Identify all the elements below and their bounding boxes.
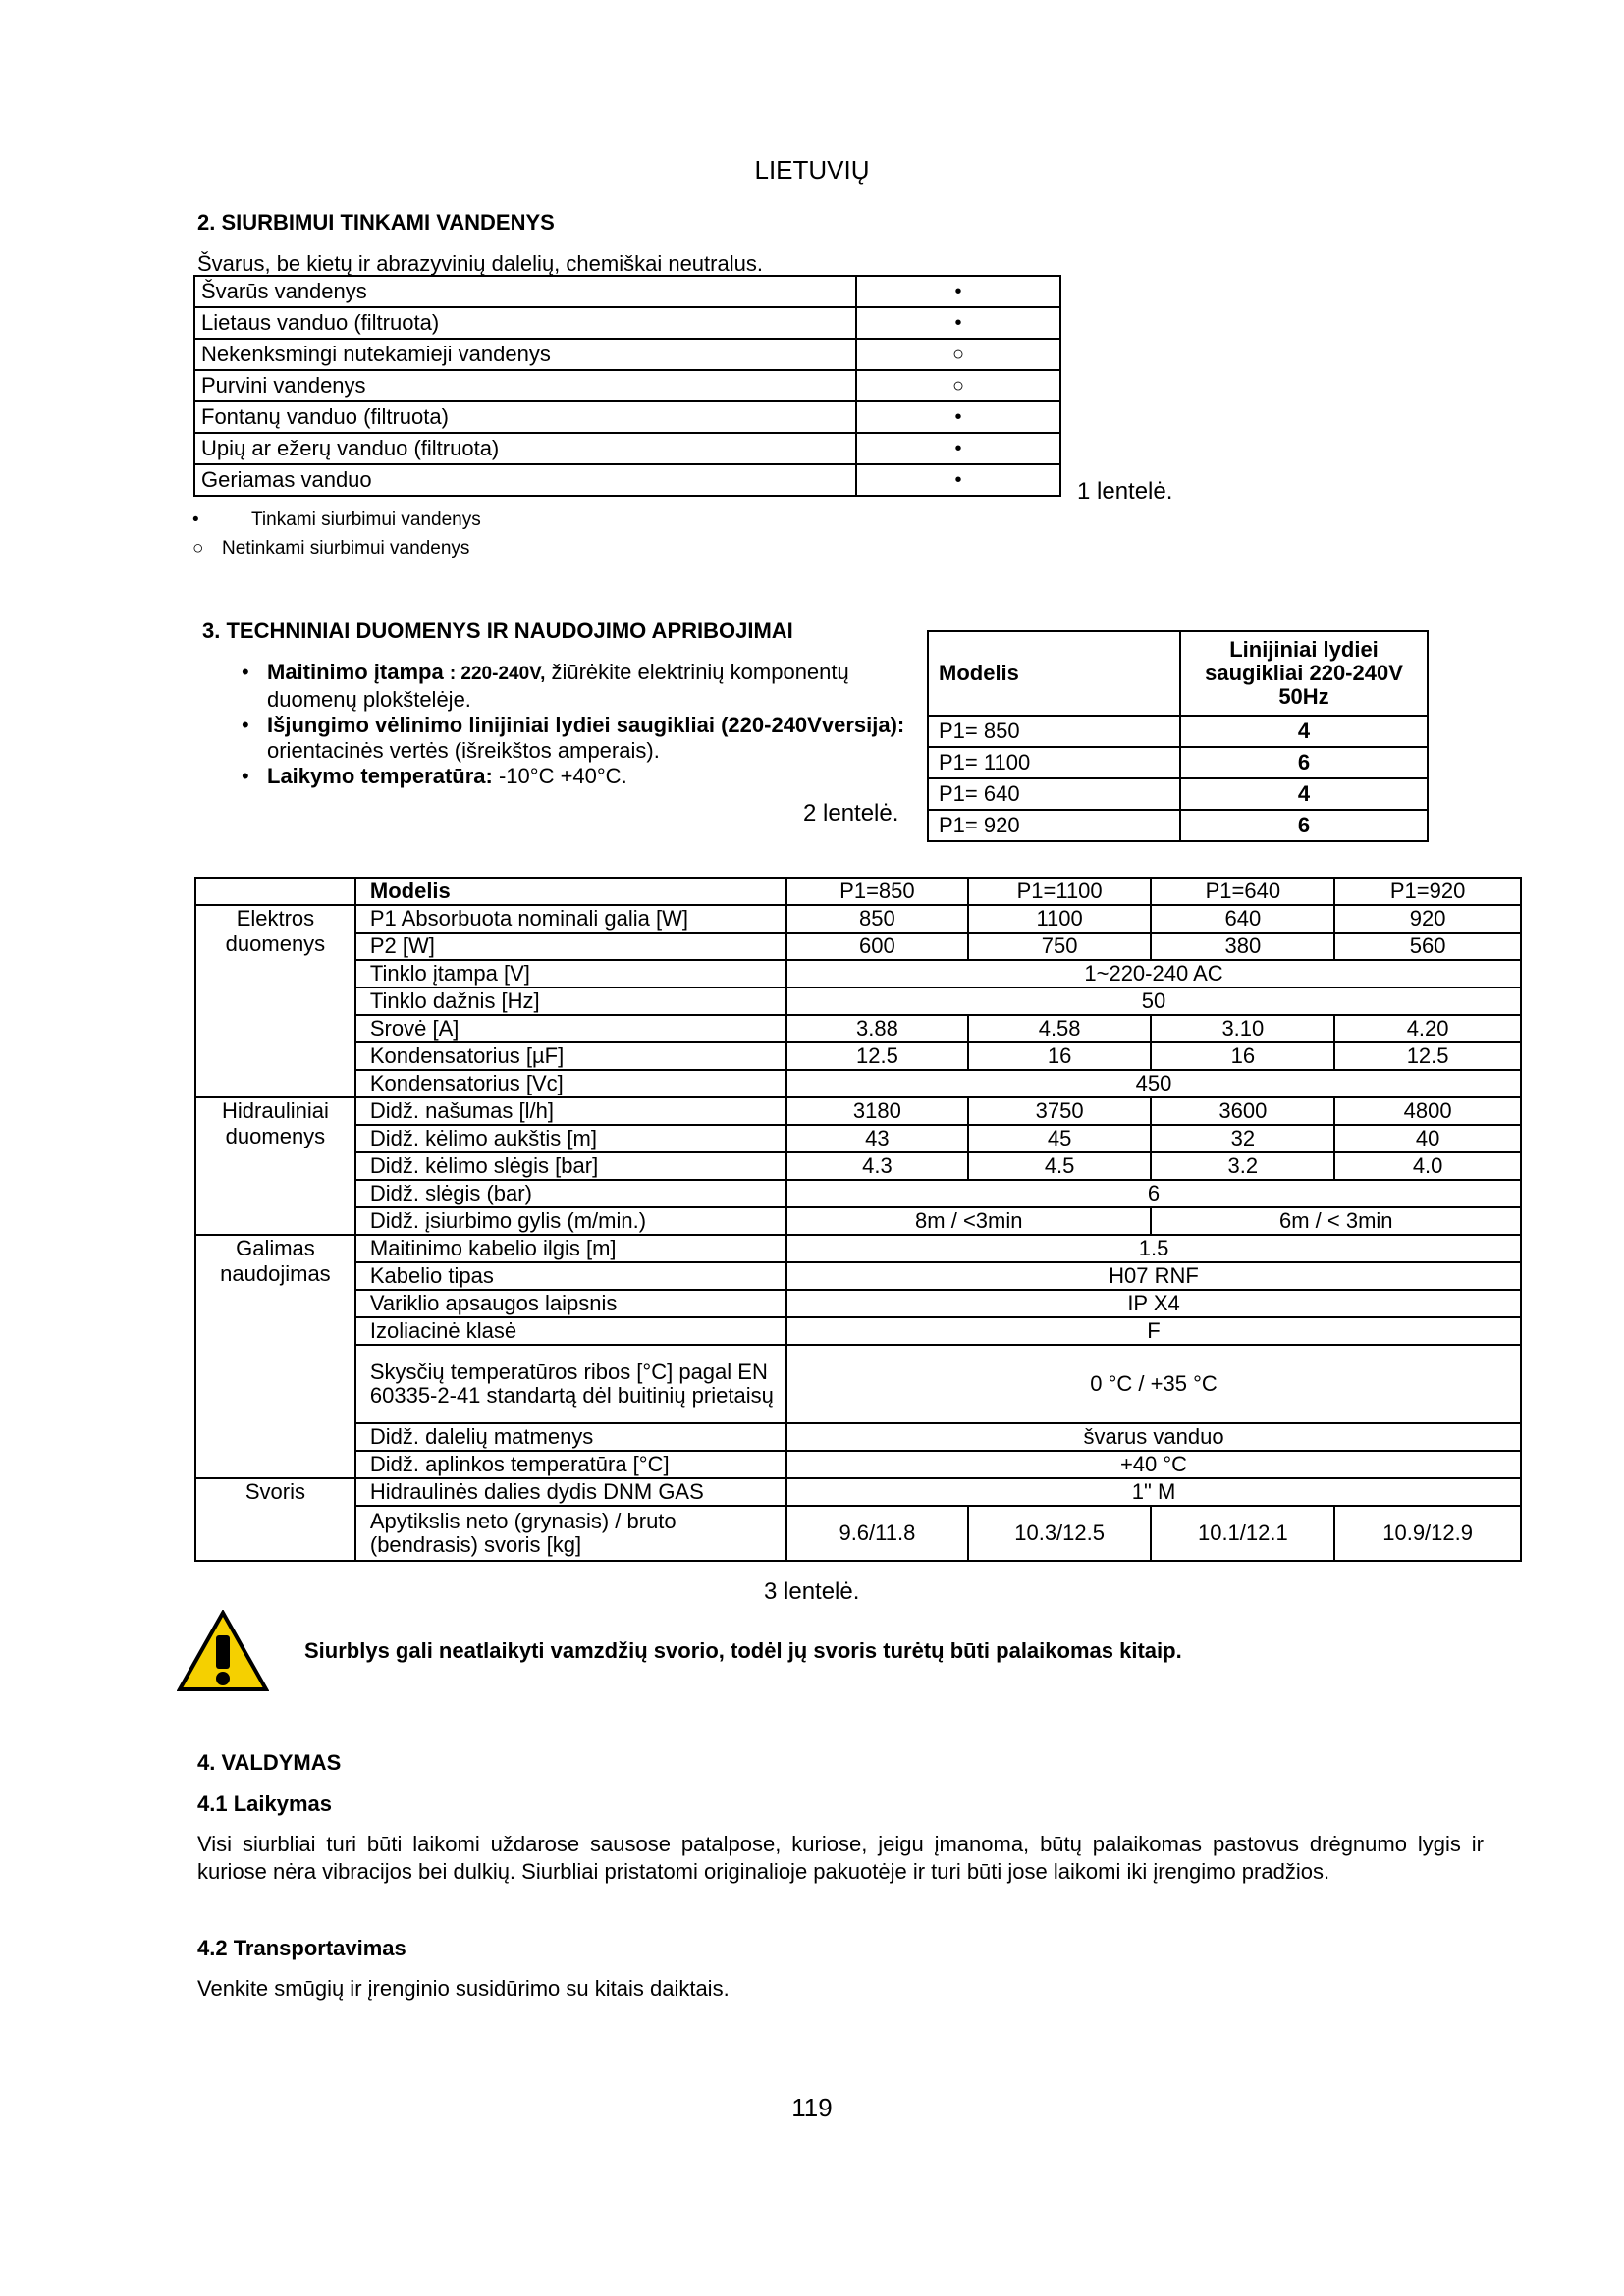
header-model-variant: P1=640	[1151, 878, 1334, 905]
fuse-model: P1= 920	[928, 810, 1180, 841]
section-4-1-text: Visi siurbliai turi būti laikomi uždarose sausose patalpose, kuriose, jeigu įmanoma, būtų palaikomas pastovus drėgnumo lygis ir kuriose nėra vibracijos bei dulkių. Siurbliai pristatomi originalioje pakuotėje ir turi būti jose laikomi iki įrengimo pradžios.	[197, 1832, 1484, 1884]
bullet-storage-text: -10°C +40°C.	[492, 764, 627, 788]
row-value: 4.20	[1334, 1015, 1521, 1042]
suitability-mark-icon: ○	[856, 370, 1060, 401]
bullet-dot-icon: •	[242, 713, 249, 737]
row-value: H07 RNF	[786, 1262, 1521, 1290]
row-value: 12.5	[786, 1042, 968, 1070]
technical-data-table	[194, 877, 1522, 1562]
section-3-title: 3. TECHNINIAI DUOMENYS IR NAUDOJIMO APRIBOJIMAI	[202, 618, 793, 643]
section-4-title: 4. VALDYMAS	[197, 1750, 342, 1775]
fuse-model: P1= 1100	[928, 747, 1180, 778]
section-2-title: 2. SIURBIMUI TINKAMI VANDENYS	[197, 210, 555, 235]
section-4-1-title: 4.1 Laikymas	[197, 1791, 332, 1816]
warning-text: Siurblys gali neatlaikyti vamzdžių svorio, todėl jų svoris turėtų būti palaikomas kitaip.	[304, 1638, 1182, 1663]
fuse-table	[927, 630, 1429, 842]
row-label: Kondensatorius [µF]	[355, 1042, 786, 1070]
row-label: Variklio apsaugos laipsnis	[355, 1290, 786, 1317]
suitability-mark-icon: •	[856, 307, 1060, 339]
row-value: 3600	[1151, 1097, 1334, 1125]
header-model-variant: P1=920	[1334, 878, 1521, 905]
technical-row-ip	[195, 1290, 1521, 1317]
bullet-voltage-text: žiūrėkite elektrinių komponentų duomenų plokštelėje.	[267, 660, 849, 712]
row-value: +40 °C	[786, 1451, 1521, 1478]
row-label: Didž. įsiurbimo gylis (m/min.)	[355, 1207, 786, 1235]
group-label-usage: Galimas naudojimas	[195, 1235, 355, 1478]
fuse-value: 4	[1180, 716, 1428, 747]
water-row	[194, 339, 1060, 370]
row-value: 10.3/12.5	[968, 1506, 1152, 1561]
row-value: 560	[1334, 933, 1521, 960]
row-label: P2 [W]	[355, 933, 786, 960]
technical-row-head-bar	[195, 1152, 1521, 1180]
technical-row-dnm	[195, 1478, 1521, 1506]
row-value: 6m / < 3min	[1151, 1207, 1521, 1235]
row-value: 920	[1334, 905, 1521, 933]
suitability-mark-icon: •	[856, 464, 1060, 496]
row-label: P1 Absorbuota nominali galia [W]	[355, 905, 786, 933]
row-value: 50	[786, 988, 1521, 1015]
suitability-mark-icon: ○	[856, 339, 1060, 370]
bullet-storage-label: Laikymo temperatūra:	[267, 764, 493, 788]
technical-row-suction	[195, 1207, 1521, 1235]
bullet-dot-icon: •	[242, 660, 249, 684]
technical-row-env-temp	[195, 1451, 1521, 1478]
fuse-value: 4	[1180, 778, 1428, 810]
row-value: 1100	[968, 905, 1152, 933]
row-value: 3180	[786, 1097, 968, 1125]
fuse-value: 6	[1180, 747, 1428, 778]
row-value: 10.9/12.9	[1334, 1506, 1521, 1561]
row-value: 1~220-240 AC	[786, 960, 1521, 988]
row-value: 850	[786, 905, 968, 933]
technical-row-insul	[195, 1317, 1521, 1345]
row-value: 32	[1151, 1125, 1334, 1152]
row-value: 16	[968, 1042, 1152, 1070]
row-value: 8m / <3min	[786, 1207, 1151, 1235]
bullet-voltage	[242, 660, 909, 713]
technical-row-freq	[195, 988, 1521, 1015]
bullet-fuses-text: orientacinės vertės (išreikštos amperais).	[267, 738, 660, 763]
water-row	[194, 307, 1060, 339]
row-value: 3.88	[786, 1015, 968, 1042]
row-label: Didž. kėlimo aukštis [m]	[355, 1125, 786, 1152]
section-4-2-title: 4.2 Transportavimas	[197, 1936, 406, 1960]
row-label: Hidraulinės dalies dydis DNM GAS	[355, 1478, 786, 1506]
water-type: Upių ar ežerų vanduo (filtruota)	[194, 433, 856, 464]
row-value: 43	[786, 1125, 968, 1152]
row-value: 750	[968, 933, 1152, 960]
row-label: Kabelio tipas	[355, 1262, 786, 1290]
row-value: 4.5	[968, 1152, 1152, 1180]
technical-row-cap-vc	[195, 1070, 1521, 1097]
row-label: Izoliacinė klasė	[355, 1317, 786, 1345]
legend-suitable-text: Tinkami siurbimui vandenys	[251, 509, 481, 530]
water-type: Nekenksmingi nutekamieji vandenys	[194, 339, 856, 370]
water-row	[194, 401, 1060, 433]
row-value: 12.5	[1334, 1042, 1521, 1070]
row-label: Tinklo dažnis [Hz]	[355, 988, 786, 1015]
technical-row-current	[195, 1015, 1521, 1042]
legend-unsuitable-text: Netinkami siurbimui vandenys	[222, 538, 470, 559]
technical-row-pressure	[195, 1180, 1521, 1207]
row-value: 3.2	[1151, 1152, 1334, 1180]
row-value: 40	[1334, 1125, 1521, 1152]
suitability-mark-icon: •	[856, 276, 1060, 307]
row-value: 1" M	[786, 1478, 1521, 1506]
fuse-row	[928, 747, 1428, 778]
legend-dot-icon: •	[192, 509, 199, 530]
water-type: Fontanų vanduo (filtruota)	[194, 401, 856, 433]
table-3-label: 3 lentelė.	[764, 1578, 860, 1605]
row-label: Didž. aplinkos temperatūra [°C]	[355, 1451, 786, 1478]
row-value: 45	[968, 1125, 1152, 1152]
water-suitability-table	[193, 275, 1061, 497]
row-label: Skysčių temperatūros ribos [°C] pagal EN 60335-2-41 standartą dėl buitinių prietaisų	[355, 1345, 786, 1423]
row-label: Didž. našumas [l/h]	[355, 1097, 786, 1125]
technical-table-header	[195, 878, 1521, 905]
header-empty-cell	[195, 878, 355, 905]
row-value: 3.10	[1151, 1015, 1334, 1042]
row-value: 16	[1151, 1042, 1334, 1070]
technical-row-liq-temp	[195, 1345, 1521, 1423]
fuse-table-header-model: Modelis	[928, 631, 1180, 716]
table-2-label: 2 lentelė.	[803, 800, 899, 827]
water-row	[194, 433, 1060, 464]
group-label-electric: Elektros duomenys	[195, 905, 355, 1097]
row-label: Didž. kėlimo slėgis [bar]	[355, 1152, 786, 1180]
row-value: 4.0	[1334, 1152, 1521, 1180]
bullet-storage-temp	[242, 764, 909, 789]
fuse-row	[928, 778, 1428, 810]
page-language-header: LIETUVIŲ	[754, 155, 870, 185]
bullet-fuses	[242, 713, 909, 764]
row-value: 4800	[1334, 1097, 1521, 1125]
row-value: 0 °C / +35 °C	[786, 1345, 1521, 1423]
water-row	[194, 464, 1060, 496]
row-label: Maitinimo kabelio ilgis [m]	[355, 1235, 786, 1262]
bullet-voltage-value: : 220-240V,	[449, 664, 546, 684]
bullet-fuses-label: Išjungimo vėlinimo linijiniai lydiei saugikliai (220-240Vversija):	[267, 713, 905, 737]
water-row	[194, 276, 1060, 307]
section-3-bullets	[242, 660, 909, 789]
table-1-label: 1 lentelė.	[1077, 478, 1173, 505]
technical-row-cap-uf	[195, 1042, 1521, 1070]
suitability-mark-icon: •	[856, 433, 1060, 464]
row-value: 1.5	[786, 1235, 1521, 1262]
technical-row-p1	[195, 905, 1521, 933]
row-value: F	[786, 1317, 1521, 1345]
header-model: Modelis	[355, 878, 786, 905]
row-value: 6	[786, 1180, 1521, 1207]
row-value: 10.1/12.1	[1151, 1506, 1334, 1561]
row-label: Kondensatorius [Vc]	[355, 1070, 786, 1097]
section-4-2-text: Venkite smūgių ir įrenginio susidūrimo su kitais daiktais.	[197, 1976, 730, 2001]
header-model-variant: P1=850	[786, 878, 968, 905]
fuse-value: 6	[1180, 810, 1428, 841]
technical-row-p2	[195, 933, 1521, 960]
group-label-weight: Svoris	[195, 1478, 355, 1561]
row-value: 380	[1151, 933, 1334, 960]
technical-row-particles	[195, 1423, 1521, 1451]
fuse-table-header-fuse: Linijiniai lydiei saugikliai 220-240V 50Hz	[1180, 631, 1428, 716]
group-label-hydraulic: Hidrauliniai duomenys	[195, 1097, 355, 1235]
fuse-row	[928, 716, 1428, 747]
fuse-model: P1= 640	[928, 778, 1180, 810]
row-value: IP X4	[786, 1290, 1521, 1317]
technical-row-cable-type	[195, 1262, 1521, 1290]
section-2-intro: Švarus, be kietų ir abrazyvinių dalelių, chemiškai neutralus.	[197, 251, 763, 276]
technical-row-cable-len	[195, 1235, 1521, 1262]
row-value: 450	[786, 1070, 1521, 1097]
row-label: Tinklo įtampa [V]	[355, 960, 786, 988]
row-value: 4.58	[968, 1015, 1152, 1042]
technical-row-voltage	[195, 960, 1521, 988]
warning-icon	[177, 1610, 269, 1692]
bullet-dot-icon: •	[242, 764, 249, 788]
page-number: 119	[791, 2093, 833, 2122]
technical-row-weight	[195, 1506, 1521, 1561]
water-type: Lietaus vanduo (filtruota)	[194, 307, 856, 339]
row-value: 640	[1151, 905, 1334, 933]
row-value: 3750	[968, 1097, 1152, 1125]
row-value: 9.6/11.8	[786, 1506, 968, 1561]
water-type: Purvini vandenys	[194, 370, 856, 401]
legend-suitable	[192, 509, 481, 531]
row-value: 600	[786, 933, 968, 960]
legend-unsuitable	[192, 538, 469, 560]
row-label: Didž. slėgis (bar)	[355, 1180, 786, 1207]
water-type: Švarūs vandenys	[194, 276, 856, 307]
technical-row-head-m	[195, 1125, 1521, 1152]
row-label: Srovė [A]	[355, 1015, 786, 1042]
water-type: Geriamas vanduo	[194, 464, 856, 496]
row-value: švarus vanduo	[786, 1423, 1521, 1451]
row-label: Apytikslis neto (grynasis) / bruto (bendrasis) svoris [kg]	[355, 1506, 786, 1561]
water-row	[194, 370, 1060, 401]
legend-circle-icon: ○	[192, 538, 204, 559]
row-label: Didž. dalelių matmenys	[355, 1423, 786, 1451]
row-value: 4.3	[786, 1152, 968, 1180]
technical-row-flow	[195, 1097, 1521, 1125]
header-model-variant: P1=1100	[968, 878, 1152, 905]
suitability-mark-icon: •	[856, 401, 1060, 433]
fuse-model: P1= 850	[928, 716, 1180, 747]
fuse-row	[928, 810, 1428, 841]
bullet-voltage-label: Maitinimo įtampa	[267, 660, 444, 684]
